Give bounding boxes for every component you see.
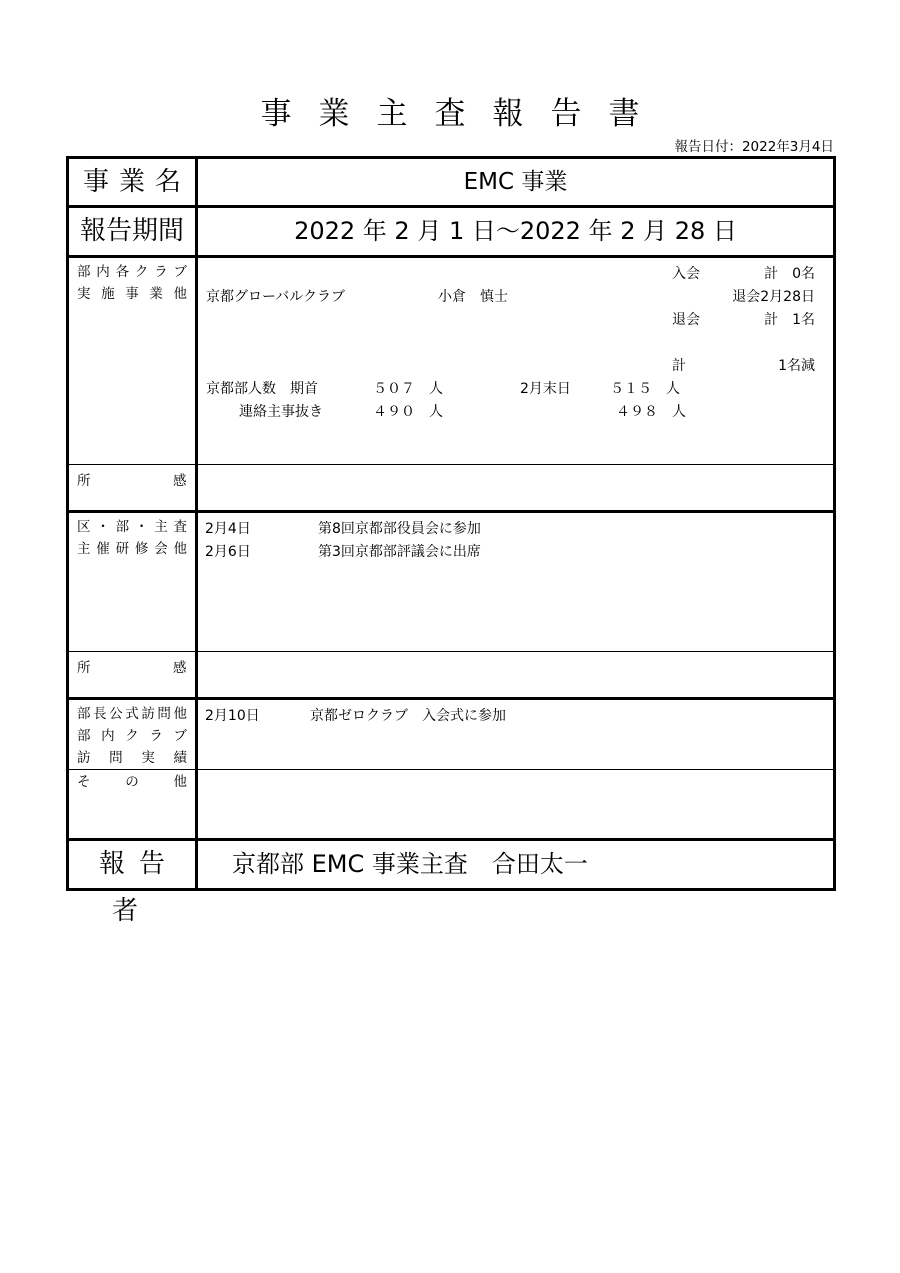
net-label: 計 [672, 358, 686, 374]
join-label: 入会 [672, 266, 700, 282]
members-start: ５０７ 人 [373, 381, 443, 397]
seminars-label-line2: 主催研修会他 [77, 541, 187, 557]
excl-label: 連絡主事抜き [239, 404, 323, 420]
seminar-date: 2月4日 [205, 521, 251, 537]
label-column-divider [195, 159, 198, 888]
row-divider [69, 464, 833, 465]
members-end-label: 2月末日 [520, 381, 571, 397]
visits-label-line3: 訪問実績 [77, 750, 187, 766]
report-period-label: 報告期間 [79, 216, 184, 246]
excl-end: ４９８ 人 [616, 404, 686, 420]
row-divider [69, 697, 833, 700]
leave-total: 計 1名 [764, 312, 815, 328]
row-divider [69, 651, 833, 652]
club-name: 京都グローバルクラブ [206, 289, 346, 305]
row-divider [69, 510, 833, 513]
impression1-label-right: 感 [173, 473, 187, 489]
visits-label-line1: 部長公式訪問他 [77, 706, 187, 722]
leave-label: 退会 [672, 312, 700, 328]
document-title: 事業主査報告書 [260, 96, 667, 132]
leave-date: 退会2月28日 [732, 289, 815, 305]
business-name-label: 事業名 [82, 167, 191, 197]
business-name-value: EMC 事業 [463, 169, 568, 195]
seminar-text: 第3回京都部評議会に出席 [318, 544, 481, 560]
seminar-text: 第8回京都部役員会に参加 [318, 521, 481, 537]
club-person: 小倉 慎士 [438, 289, 508, 305]
other-label: その他 [77, 774, 187, 790]
impression2-label-right: 感 [173, 660, 187, 676]
reporter-label: 報告者 [98, 849, 179, 926]
impression2-label-left: 所 [77, 660, 91, 676]
net-value: 1名減 [778, 358, 815, 374]
report-period-value: 2022 年 2 月 1 日～2022 年 2 月 28 日 [294, 217, 737, 245]
impression1-label-left: 所 [77, 473, 91, 489]
reporter-value: 京都部 EMC 事業主査 合田太一 [232, 850, 588, 878]
join-total: 計 0名 [764, 266, 815, 282]
club-activities-label-line2: 実施事業他 [77, 286, 187, 302]
row-divider [69, 769, 833, 770]
visit-text: 京都ゼロクラブ 入会式に参加 [310, 708, 506, 724]
members-label: 京都部人数 期首 [206, 381, 318, 397]
members-end: ５１５ 人 [610, 381, 680, 397]
seminars-label-line1: 区・部・主査 [77, 519, 187, 535]
seminar-date: 2月6日 [205, 544, 251, 560]
excl-start: ４９０ 人 [373, 404, 443, 420]
visit-date: 2月10日 [205, 708, 260, 724]
visits-label-line2: 部内クラブ [77, 728, 187, 744]
report-table [66, 156, 836, 926]
club-activities-label-line1: 部内各クラブ [77, 264, 187, 280]
report-date: 報告日付：2022年3月4日 [674, 139, 834, 155]
row-divider [69, 255, 833, 258]
